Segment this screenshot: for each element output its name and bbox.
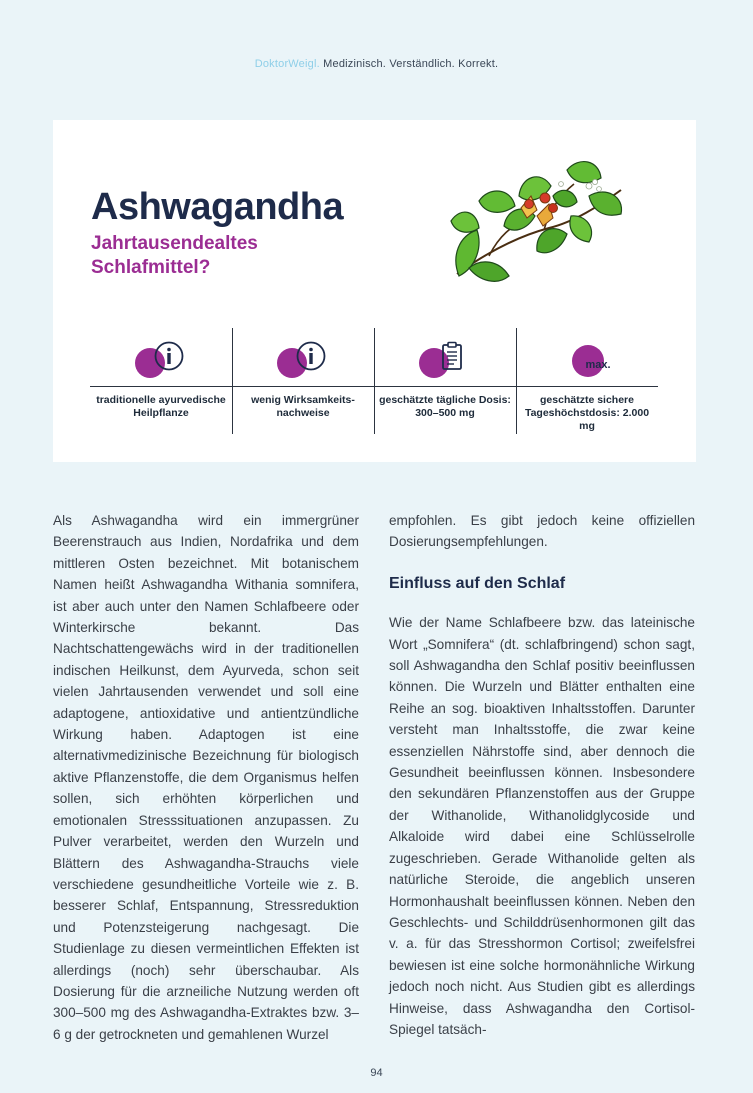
body-column-right (389, 510, 695, 1040)
brand-tagline: Medizinisch. Verständlich. Korrekt. (323, 58, 499, 70)
info-icon (134, 341, 190, 379)
clipboard-icon (418, 341, 474, 379)
article-subtitle: Jahrtausendealtes Schlafmittel? (91, 233, 258, 278)
key-facts-row (90, 328, 658, 434)
max-icon (560, 341, 616, 379)
article-title: Ashwagandha (91, 186, 344, 228)
body-paragraph: Wie der Name Schlafbeere bzw. das lateinische Wort „Somnifera“ (dt. schlafbringend) schon sagt, soll Ashwagandha den Schlaf positiv beeinflussen können. Die Wurzeln und Blätter enthalten eine Reihe an sog. bioaktiven Inhaltsstoffen. Darunter versteht man Inhaltsstoffe, die zwar keine essenziellen Nährstoffe sind, aber dennoch die Gesundheit beeinflussen können. Insbesondere den sekundären Pflanzenstoffen aus der Gruppe der Withanolide, Withanolidglycoside und Alkaloide wird dabei eine Schlüsselrolle zugeschrieben. Gerade Withanolide gelten als natürliche Steroide, die angeblich unseren Hormonhaushalt beeinflussen können. Neben den Geschlechts- und Schilddrüsenhormonen gilt das v. a. für das Stresshormon Cortisol; zweifelsfrei bewiesen ist eine solche hormonähnliche Wirkung jedoch noch nicht. Aus Studien gibt es allerdings Hinweise, dass Ashwagandha den Cortisol-Spiegel tatsäch- (389, 615, 695, 1037)
section-heading: Einfluss auf den Schlaf (389, 574, 566, 592)
page-number: 94 (370, 1067, 383, 1079)
running-header (0, 58, 753, 70)
fact-little-evidence (232, 328, 374, 434)
brand-name: DoktorWeigl. (254, 58, 320, 70)
fact-label: geschätzte sichere Tageshöchstdosis: 2.000 mg (524, 394, 650, 432)
summary-card (53, 120, 696, 462)
ashwagandha-plant-illustration (449, 156, 629, 301)
fact-traditional-herb (90, 328, 232, 434)
fact-daily-dose (374, 328, 516, 434)
fact-max-dose (516, 328, 658, 434)
body-column-left (53, 510, 359, 1045)
fact-label: geschätzte tägliche Dosis: 300–500 mg (379, 394, 511, 419)
body-paragraph: Als Ashwagandha wird ein immergrüner Beerenstrauch aus Indien, Nordafrika und dem mittleren Osten bezeichnet. Mit botanischem Namen heißt Ashwagandha Withania somnifera, ist aber auch unter den Namen Schlafbeere oder Winterkirsche bekannt. Das Nachtschattengewächs wird in der traditionellen indischen Heilkunst, dem Ayurveda, schon seit vielen Jahrtausenden verwendet und soll eine adaptogene, antioxidative und antientzündliche Wirkung haben. Adaptogen ist eine alternativmedizinische Bezeichnung für biologisch aktive Pflanzenstoffe, die dem Organismus helfen sollen, sich erhöhten körperlichen und emotionalen Stresssituationen anzupassen. Zu Pulver verarbeitet, werden den Wurzeln und Blättern des Ashwagandha-Strauchs viele verschiedene gesundheitliche Vorteile wie z. B. besserer Schlaf, Entspannung, Stressreduktion und Potenzsteigerung nachgesagt. Die Studienlage zu diesen vermeintlichen Effekten ist allerdings (noch) sehr überschaubar. Als Dosierung für die arzneiliche Nutzung werden oft 300–500 mg des Ashwagandha-Extraktes bzw. 3–6 g der getrockneten und gemahlenen Wurzel (53, 513, 359, 1042)
fact-label: traditionelle ayurvedische Heilpflanze (96, 394, 226, 419)
svg-text:max.: max. (585, 359, 611, 371)
fact-label: wenig Wirksamkeits-nachweise (251, 394, 355, 419)
info-icon (276, 341, 332, 379)
body-paragraph: empfohlen. Es gibt jedoch keine offiziellen Dosierungsempfehlungen. (389, 513, 695, 550)
